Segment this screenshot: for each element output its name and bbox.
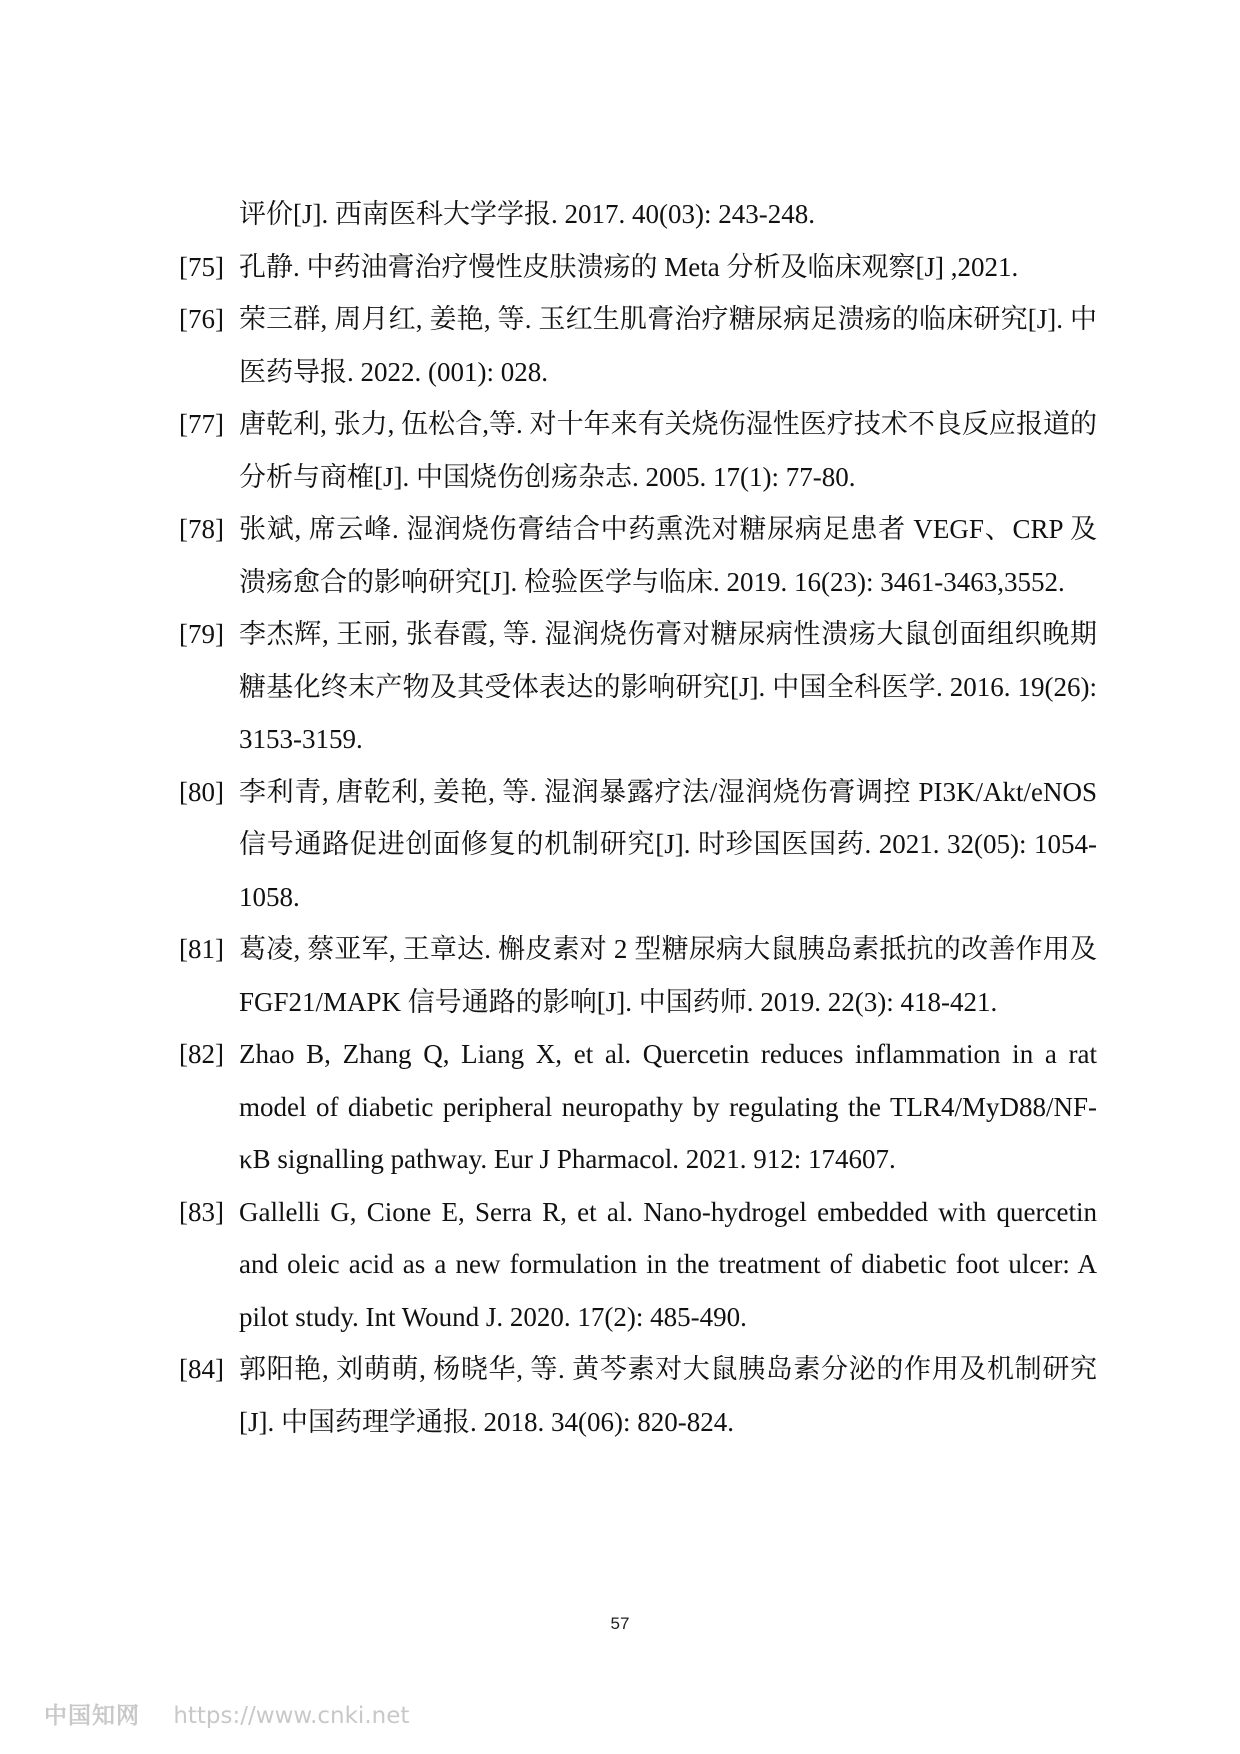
- reference-number: [75]: [179, 251, 224, 282]
- reference-text: Gallelli G, Cione E, Serra R, et al. Nano-hydrogel embedded with quercetin and oleic acid as a new formulation in the treatment of diabetic foot ulcer: A pilot study. Int Wound J. 2020. 17(2): 485-490.: [239, 1196, 1097, 1332]
- reference-number: [80]: [179, 776, 224, 807]
- reference-text: 郭阳艳, 刘萌萌, 杨晓华, 等. 黄芩素对大鼠胰岛素分泌的作用及机制研究[J]. 中国药理学通报. 2018. 34(06): 820-824.: [239, 1354, 1097, 1437]
- reference-text: 李杰辉, 王丽, 张春霞, 等. 湿润烧伤膏对糖尿病性溃疡大鼠创面组织晚期糖基化终末产物及其受体表达的影响研究[J]. 中国全科医学. 2016. 19(26): 3153-3159.: [239, 619, 1097, 754]
- reference-number: [79]: [179, 619, 224, 649]
- reference-continuation: 评价[J]. 西南医科大学学报. 2017. 40(03): 243-248.: [239, 199, 815, 229]
- reference-item-76: [179, 293, 1097, 398]
- reference-text: 张斌, 席云峰. 湿润烧伤膏结合中药熏洗对糖尿病足患者 VEGF、CRP 及溃疡愈合的影响研究[J]. 检验医学与临床. 2019. 16(23): 3461-3463,3552.: [239, 514, 1097, 597]
- reference-item-84: [179, 1343, 1097, 1448]
- reference-text: 荣三群, 周月红, 姜艳, 等. 玉红生肌膏治疗糖尿病足溃疡的临床研究[J]. 中医药导报. 2022. (001): 028.: [239, 304, 1097, 387]
- reference-item-77: [179, 398, 1097, 503]
- reference-number: [77]: [179, 409, 224, 439]
- reference-item-80: [179, 766, 1097, 924]
- reference-number: [82]: [179, 1039, 224, 1069]
- reference-text: 李利青, 唐乾利, 姜艳, 等. 湿润暴露疗法/湿润烧伤膏调控 PI3K/Akt/eNOS 信号通路促进创面修复的机制研究[J]. 时珍国医国药. 2021. 32(05): 1054-1058.: [239, 776, 1097, 912]
- reference-item-75: [179, 241, 1097, 294]
- cnki-watermark: [44, 1697, 409, 1730]
- reference-number: [78]: [179, 514, 224, 544]
- reference-item-78: [179, 503, 1097, 608]
- reference-text: 唐乾利, 张力, 伍松合,等. 对十年来有关烧伤湿性医疗技术不良反应报道的分析与商榷[J]. 中国烧伤创疡杂志. 2005. 17(1): 77-80.: [239, 409, 1097, 492]
- reference-item-81: [179, 923, 1097, 1028]
- reference-item-83: [179, 1186, 1097, 1344]
- reference-text: Zhao B, Zhang Q, Liang X, et al. Quercetin reduces inflammation in a rat model of diabetic peripheral neuropathy by regulating the TLR4/MyD88/NF-κB signalling pathway. Eur J Pharmacol. 2021. 912: 174607.: [239, 1039, 1097, 1174]
- reference-number: [84]: [179, 1354, 224, 1384]
- reference-text: 葛凌, 蔡亚军, 王章达. 槲皮素对 2 型糖尿病大鼠胰岛素抵抗的改善作用及 FGF21/MAPK 信号通路的影响[J]. 中国药师. 2019. 22(3): 418-421.: [239, 934, 1097, 1017]
- watermark-url: https://www.cnki.net: [173, 1703, 410, 1729]
- reference-list: [179, 188, 1097, 1448]
- watermark-logo: 中国知网: [44, 1703, 140, 1729]
- reference-item-79: [179, 608, 1097, 766]
- reference-number: [83]: [179, 1196, 224, 1227]
- reference-number: [76]: [179, 304, 224, 334]
- reference-item-82: [179, 1028, 1097, 1186]
- page-number: 57: [610, 1614, 630, 1633]
- reference-number: [81]: [179, 934, 224, 964]
- reference-text: 孔静. 中药油膏治疗慢性皮肤溃疡的 Meta 分析及临床观察[J] ,2021.: [239, 251, 1019, 282]
